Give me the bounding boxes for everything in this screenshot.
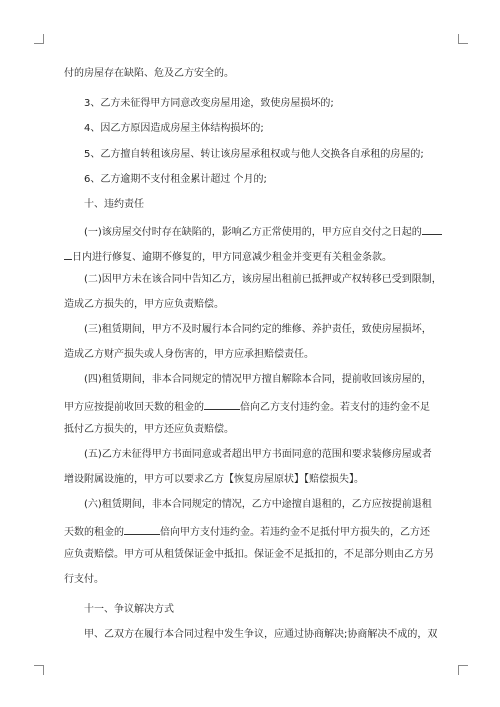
clause-5: 5、乙方擅自转租该房屋、转让该房屋承租权或与他人交换各自承租的房屋的; (84, 149, 424, 160)
text-segment: 天数的租金的 (64, 527, 124, 538)
crop-mark-top-left (34, 34, 44, 44)
crop-mark-top-right (458, 34, 468, 44)
text-segment: 倍向甲方支付违约金。若违约金不足抵付甲方损失的，乙方还 (160, 527, 430, 538)
text-line: 甲、乙双方在履行本合同过程中发生争议，应通过协商解决;协商解决不成的，双 (84, 629, 438, 640)
breach-item-1-cont (64, 249, 392, 264)
text-line (64, 524, 430, 539)
text-segment: 倍向乙方支付违约金。若支付的违约金不足 (240, 402, 430, 413)
fill-blank (422, 224, 442, 235)
section-heading-breach: 十、违约责任 (84, 199, 144, 210)
text-line: 应负责赔偿。甲方可从租赁保证金中抵扣。保证金不足抵扣的，不足部分则由乙方另 (64, 549, 434, 560)
clause-3: 3、乙方未征得甲方同意改变房屋用途，致使房屋损坏的; (84, 98, 334, 109)
breach-item-5: (五)乙方未征得甲方书面同意或者超出甲方书面同意的范围和要求装修房屋或者 (84, 449, 432, 460)
text-segment: (一)该房屋交付时存在缺陷的，影响乙方正常使用的，甲方应自交付之日起的 (84, 227, 422, 238)
clause-6: 6、乙方逾期不支付租金累计超过 个月的; (84, 174, 267, 185)
text-line: 造成乙方损失的，甲方应负责赔偿。 (64, 299, 224, 310)
text-segment: 甲方应按提前收回天数的租金的 (64, 402, 204, 413)
text-segment: 日内进行修复、逾期不修复的，甲方同意减少租金并变更有关租金条款。 (72, 252, 392, 263)
crop-mark-bottom-left (34, 665, 44, 675)
text-line: 增设附属设施的，甲方可以要求乙方【恢复房屋原状】【赔偿损失】。 (64, 474, 364, 485)
text-line: 付的房屋存在缺陷、危及乙方安全的。 (64, 68, 234, 79)
fill-blank (64, 249, 72, 260)
breach-item-1 (84, 224, 442, 239)
breach-item-3: (三)租赁期间，甲方不及时履行本合同约定的维修、养护责任，致使房屋损坏， (84, 324, 432, 335)
fill-blank (124, 524, 160, 535)
text-line: 造成乙方财产损失或人身伤害的，甲方应承担赔偿责任。 (64, 349, 314, 360)
crop-mark-bottom-right (458, 665, 468, 675)
fill-blank (204, 399, 240, 410)
section-heading-dispute: 十一、争议解决方式 (84, 604, 174, 615)
breach-item-2: (二)因甲方未在该合同中告知乙方，该房屋出租前已抵押或产权转移已受到限制， (84, 274, 442, 285)
text-line: 行支付。 (64, 574, 104, 585)
text-line: 抵付乙方损失的，甲方还应负责赔偿。 (64, 424, 234, 435)
breach-item-4: (四)租赁期间，非本合同规定的情况甲方擅自解除本合同，提前收回该房屋的， (84, 374, 432, 385)
clause-4: 4、因乙方原因造成房屋主体结构损坏的; (84, 123, 264, 134)
breach-item-6: (六)租赁期间，非本合同规定的情况，乙方中途擅自退租的，乙方应按提前退租 (84, 499, 432, 510)
text-line (64, 399, 430, 414)
